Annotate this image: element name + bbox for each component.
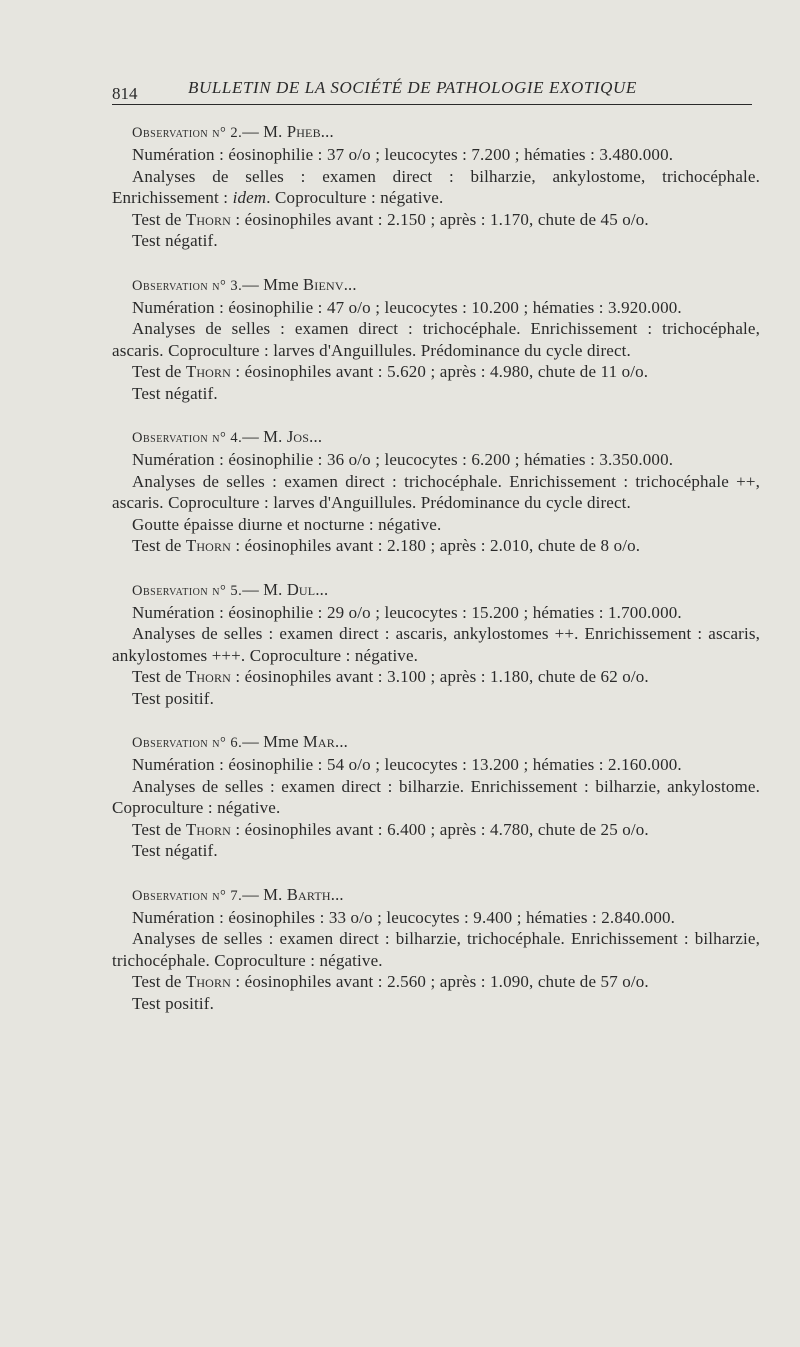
observation-2 [112,121,760,252]
analyses-line: Analyses de selles : examen direct : bilharzie. Enrichissement : bilharzie, ankylostome. Coproculture : négative. [112,776,760,817]
patient-prefix: — Mme [242,274,304,294]
thorn-prefix: Test de [132,819,186,839]
numeration-line: Numération : éosinophilie : 36 o/o ; leucocytes : 6.200 ; hématies : 3.350.000. [132,450,674,469]
observation-7 [112,884,760,1015]
observation-heading [112,426,760,449]
patient-name: Bienv... [303,274,357,294]
test-result: Test négatif. [132,383,218,403]
patient-name: Barth... [286,884,344,904]
thorn-prefix: Test de [132,667,186,686]
numeration-line: Numération : éosinophiles : 33 o/o ; leucocytes : 9.400 ; hématies : 2.840.000. [132,907,676,927]
patient-prefix: — M. [242,579,287,599]
test-result: Test négatif. [132,231,218,250]
thorn-test-line [112,209,760,231]
analyses-line: Analyses de selles : examen direct : trichocéphale. Enrichissement : trichocéphale, ascaris. Coproculture : larves d'Anguillules. Prédominance du cycle direct. [112,319,760,360]
thorn-values: : éosinophiles avant : 2.560 ; après : 1.090, chute de 57 o/o. [230,972,649,991]
patient-prefix: — M. [242,427,287,446]
thorn-prefix: Test de [132,536,186,555]
analyses-italic-text: idem [232,188,267,207]
thorn-test-line [112,819,760,841]
observation-6 [112,731,760,862]
thorn-values: : éosinophiles avant : 5.620 ; après : 4.980, chute de 11 o/o. [230,362,649,381]
observation-label: Observation n° 6. [132,735,243,751]
thorn-name: Thorn [185,362,231,381]
analyses-line: Analyses de selles : examen direct : trichocéphale. Enrichissement : trichocéphale ++, ascaris. Coproculture : larves d'Anguillules. Prédominance du cycle direct. [112,471,760,512]
thorn-values: : éosinophiles avant : 6.400 ; après : 4.780, chute de 25 o/o. [230,819,649,839]
observation-3 [112,274,760,405]
thorn-prefix: Test de [132,209,186,229]
thorn-prefix: Test de [132,362,186,381]
thorn-test-line [112,666,760,688]
observation-heading [112,579,760,602]
patient-name: Jos... [286,427,323,446]
analyses-line: Analyses de selles : examen direct : bilharzie, trichocéphale. Enrichissement : bilharzie, trichocéphale. Coproculture : négative. [112,929,760,970]
analyses-text: Analyses de selles : examen direct : bilharzie, ankylostome, trichocéphale. Enrichissement : [112,166,760,207]
observation-4 [112,426,760,557]
thorn-values: : éosinophiles avant : 2.150 ; après : 1.170, chute de 45 o/o. [230,209,649,229]
observation-5 [112,579,760,710]
thorn-name: Thorn [185,972,231,991]
observation-label: Observation n° 2. [132,125,243,141]
patient-name: Dul... [286,579,329,599]
page-number: 814 [112,84,138,103]
observation-heading [112,121,760,144]
numeration-line: Numération : éosinophilie : 29 o/o ; leucocytes : 15.200 ; hématies : 1.700.000. [132,602,682,622]
observation-heading [112,274,760,297]
numeration-line: Numération : éosinophilie : 47 o/o ; leucocytes : 10.200 ; hématies : 3.920.000. [132,297,682,317]
running-head [112,70,752,105]
thick-drop-line: Goutte épaisse diurne et nocturne : négative. [132,514,442,534]
observation-label: Observation n° 4. [132,430,243,446]
observation-label: Observation n° 3. [132,277,243,294]
thorn-name: Thorn [185,209,231,229]
observation-label: Observation n° 7. [132,887,243,904]
patient-prefix: — Mme [242,732,304,751]
patient-prefix: — M. [242,884,287,904]
thorn-name: Thorn [185,819,231,839]
thorn-test-line [112,971,760,993]
analyses-line [112,166,760,209]
thorn-name: Thorn [185,536,231,555]
thorn-test-line [112,535,760,557]
analyses-line: Analyses de selles : examen direct : ascaris, ankylostomes ++. Enrichissement : ascaris, ankylostomes +++. Coproculture : négative. [112,624,760,665]
patient-prefix: — M. [242,122,287,141]
thorn-name: Thorn [185,667,231,686]
patient-name: Pheb... [286,122,334,141]
numeration-line: Numération : éosinophilie : 54 o/o ; leucocytes : 13.200 ; hématies : 2.160.000. [132,755,682,774]
observation-heading [112,884,760,907]
test-result: Test négatif. [132,841,218,860]
thorn-values: : éosinophiles avant : 3.100 ; après : 1.180, chute de 62 o/o. [230,667,649,686]
analyses-text-end: . Coproculture : négative. [266,188,444,207]
thorn-values: : éosinophiles avant : 2.180 ; après : 2.010, chute de 8 o/o. [230,536,641,555]
numeration-line: Numération : éosinophilie : 37 o/o ; leucocytes : 7.200 ; hématies : 3.480.000. [132,145,674,164]
observation-heading [112,731,760,754]
journal-title: BULLETIN DE LA SOCIÉTÉ DE PATHOLOGIE EXOTIQUE [188,78,637,97]
thorn-prefix: Test de [132,972,186,991]
test-result: Test positif. [132,993,214,1013]
patient-name: Mar... [303,732,348,751]
thorn-test-line [112,361,760,383]
observation-label: Observation n° 5. [132,582,243,599]
test-result: Test positif. [132,688,214,708]
